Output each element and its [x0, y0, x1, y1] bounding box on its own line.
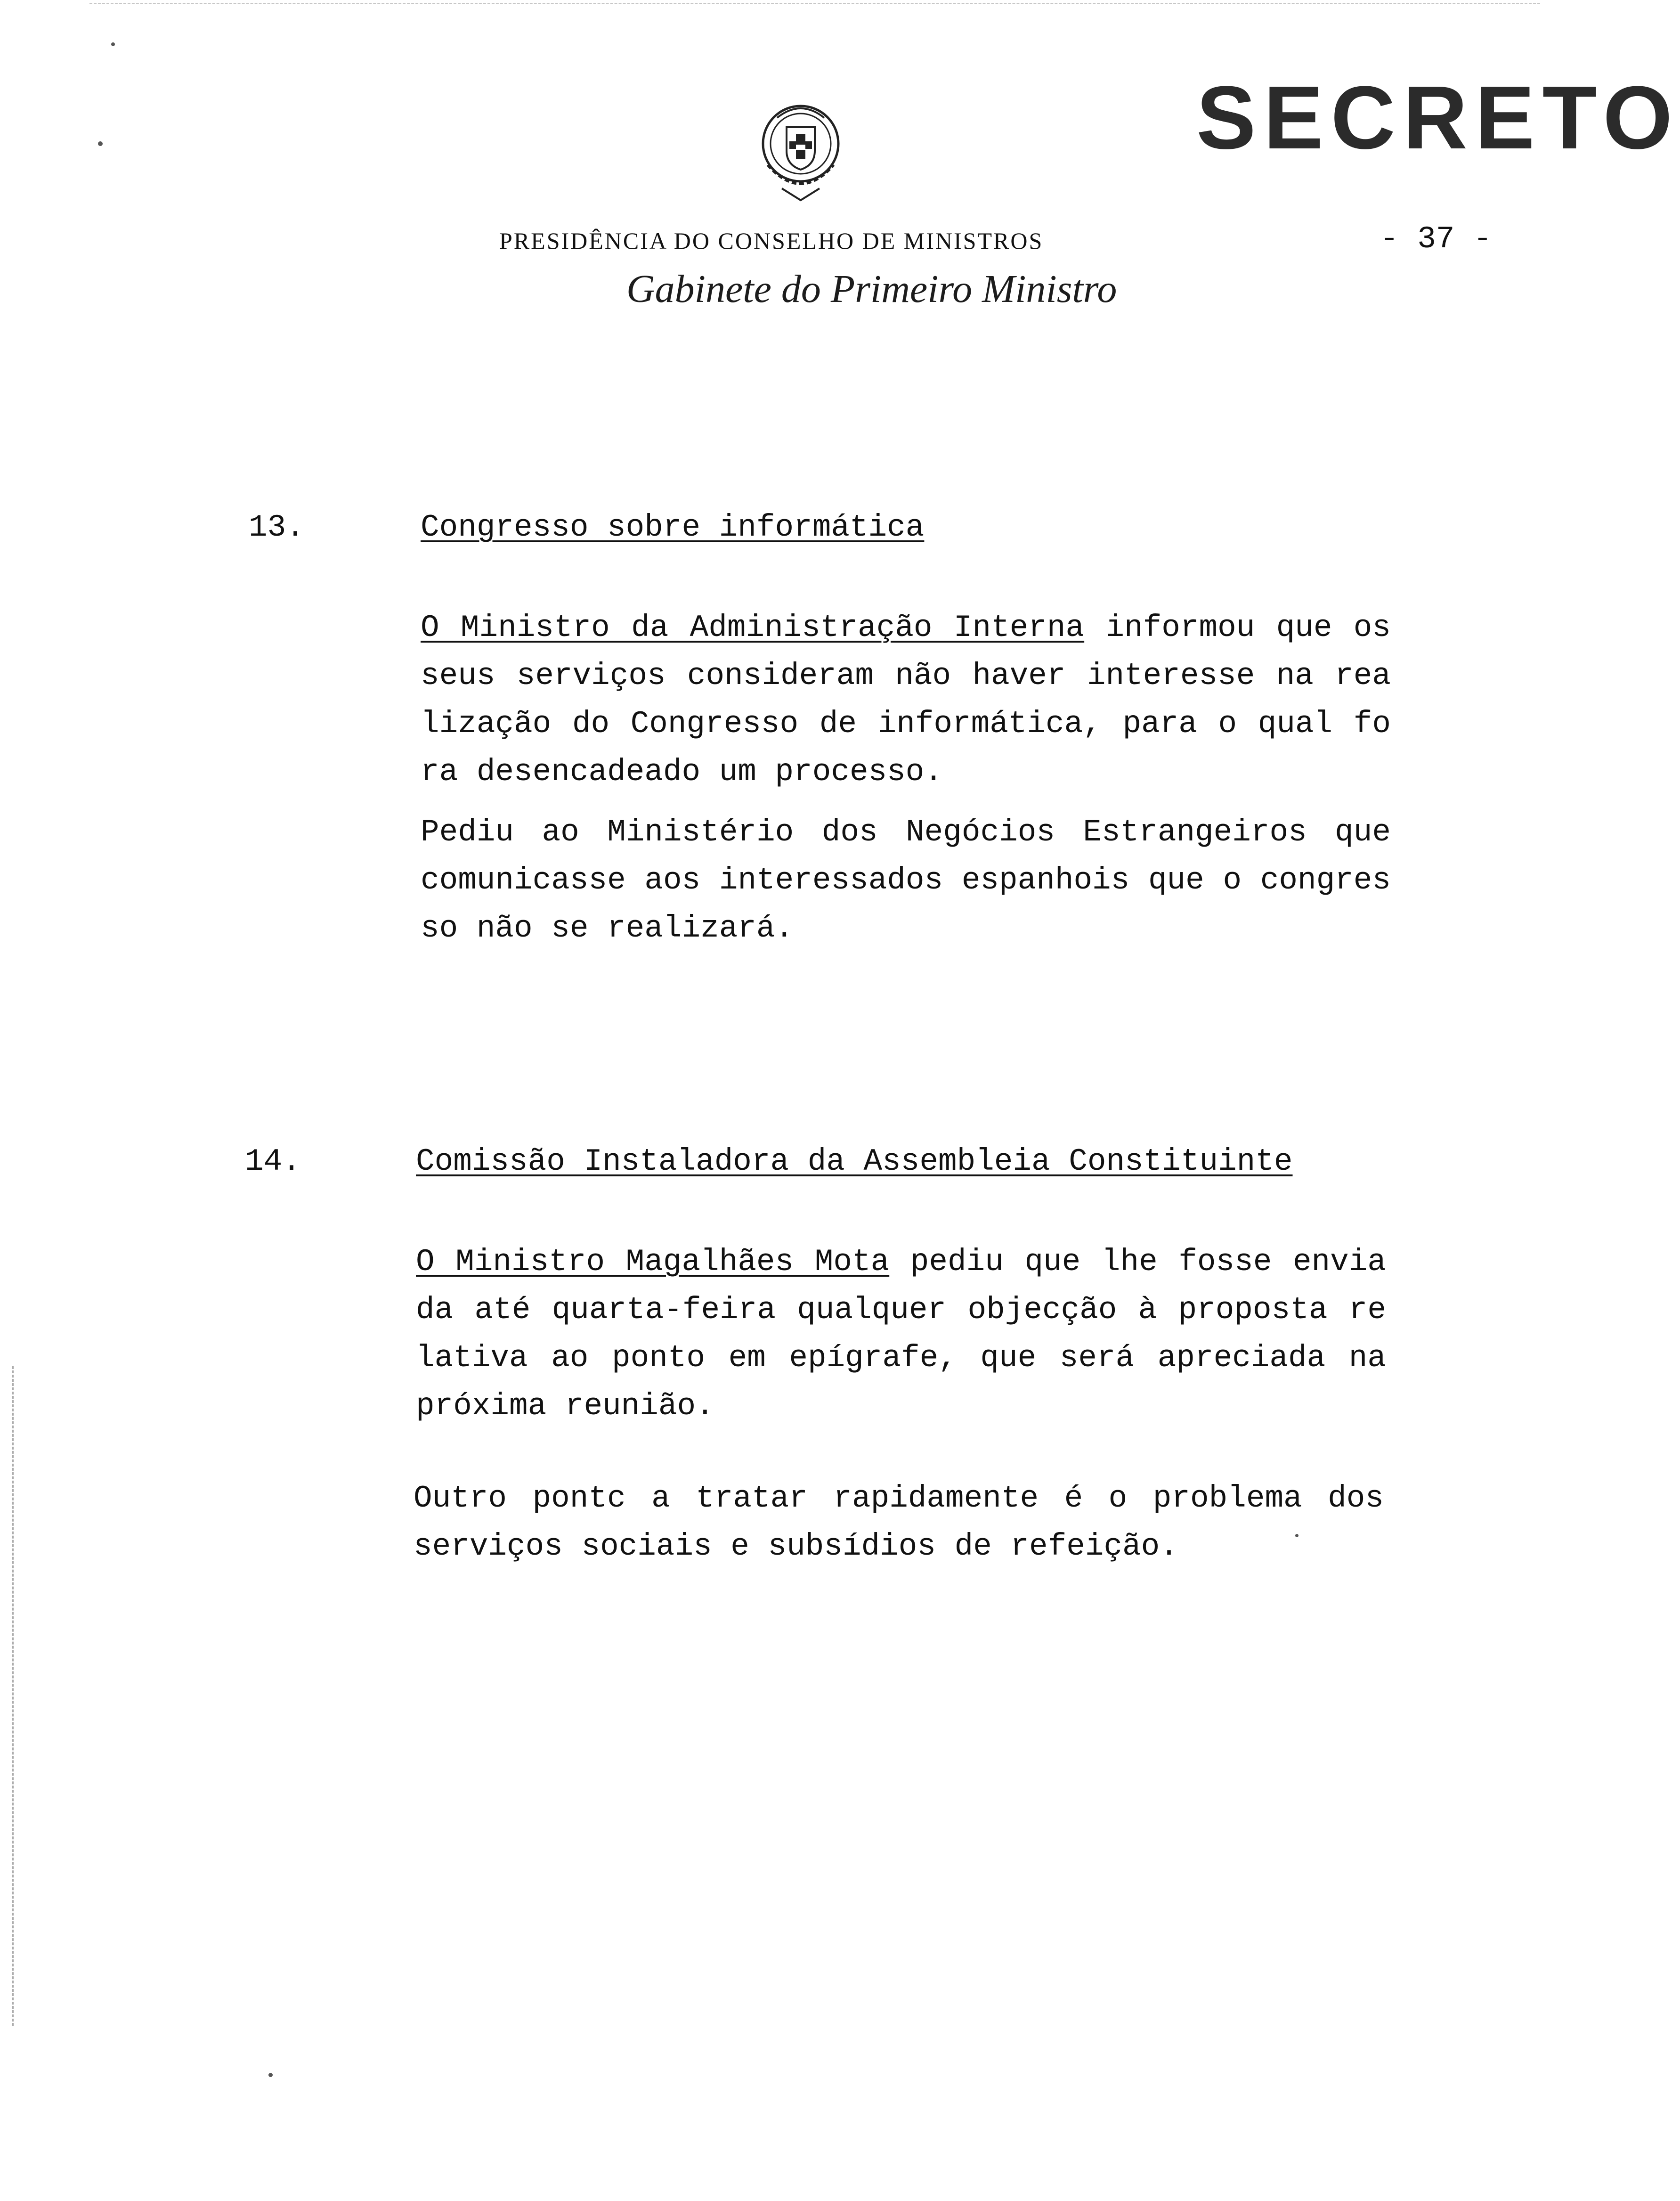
office-subtitle: Gabinete do Primeiro Ministro	[626, 267, 1117, 311]
scan-margin-line	[12, 1366, 14, 2026]
paragraph-line	[416, 1238, 1386, 1286]
paragraph-line: comunicasse aos interessados espanhois que o congres	[421, 863, 1391, 898]
scan-edge-line	[89, 3, 1540, 11]
section-paragraph	[421, 604, 1391, 796]
paragraph-line: seus serviços consideram não haver interesse na rea	[421, 658, 1391, 693]
scan-speck	[111, 42, 115, 46]
classification-stamp: SECRETO	[1196, 68, 1680, 168]
section-paragraph	[421, 808, 1391, 953]
paragraph-line-rest: pediu que lhe fosse envia	[889, 1244, 1386, 1280]
section-paragraph	[416, 1238, 1386, 1430]
section-paragraph	[414, 1475, 1384, 1571]
section-number: 13.	[249, 510, 305, 545]
paragraph-line-rest: informou que os	[1084, 610, 1391, 645]
paragraph-line: lativa ao ponto em epígrafe, que será apreciada na	[416, 1340, 1386, 1376]
scan-speck	[268, 2073, 273, 2077]
section-title: Congresso sobre informática	[421, 510, 925, 545]
paragraph-line: so não se realizará.	[421, 911, 794, 946]
office-name: PRESIDÊNCIA DO CONSELHO DE MINISTROS	[499, 228, 1044, 254]
paragraph-line: Pediu ao Ministério dos Negócios Estrangeiros que	[421, 815, 1391, 850]
section-title: Comissão Instaladora da Assembleia Constituinte	[416, 1144, 1293, 1179]
coat-of-arms-emblem	[749, 94, 852, 212]
paragraph-line: da até quarta-feira qualquer objecção à proposta re	[416, 1292, 1386, 1328]
paragraph-subject: O Ministro Magalhães Mota	[416, 1244, 890, 1280]
paragraph-line: serviços sociais e subsídios de refeição.	[414, 1529, 1178, 1564]
paragraph-line: Outro pontc a tratar rapidamente é o problema dos	[414, 1481, 1384, 1516]
paragraph-subject: O Ministro da Administração Interna	[421, 610, 1085, 645]
paragraph-line: próxima reunião.	[416, 1388, 714, 1424]
paragraph-line: ra desencadeado um processo.	[421, 754, 943, 790]
scan-speck	[98, 141, 103, 146]
paragraph-line	[421, 604, 1391, 652]
paragraph-line: lização do Congresso de informática, para o qual fo	[421, 706, 1391, 742]
page-number: - 37 -	[1380, 221, 1492, 257]
section-number: 14.	[245, 1144, 301, 1179]
